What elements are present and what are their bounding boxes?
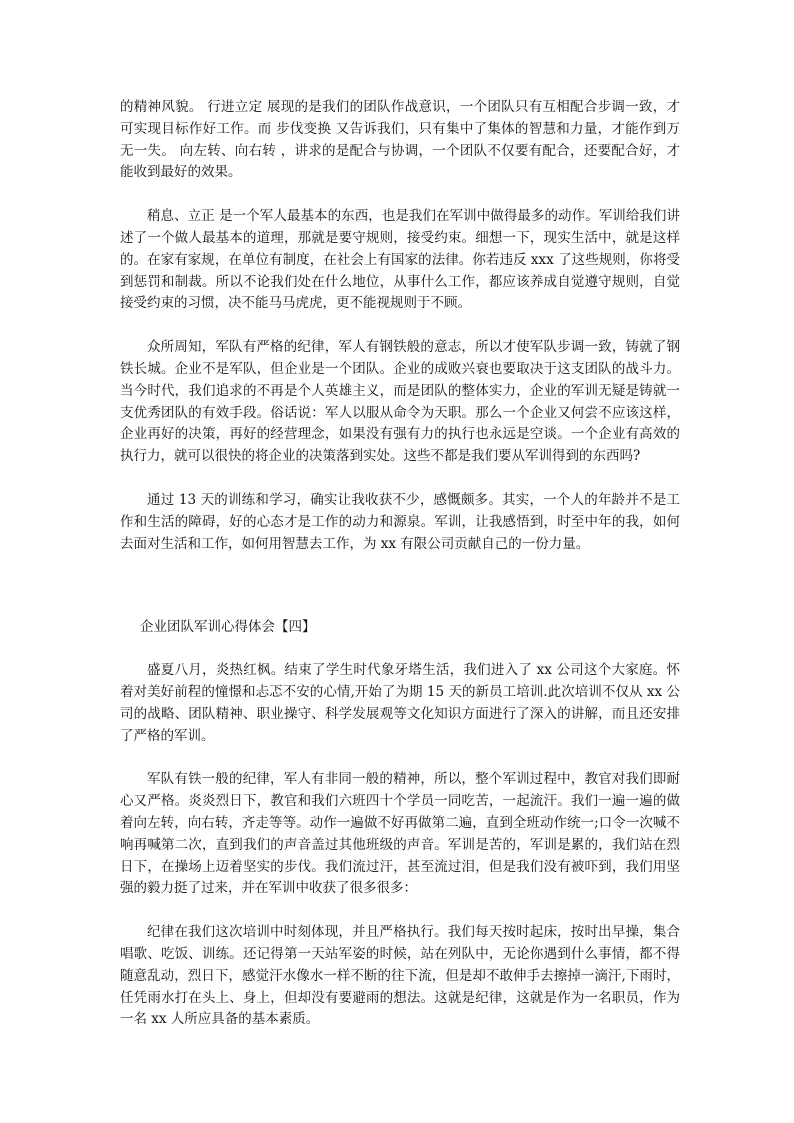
- paragraph-4: 通过 13 天的训练和学习，确实让我收获不少，感慨颇多。其实，一个人的年龄并不是工作和生活的障碍，好的心态才是工作的动力和源泉。军训，让我感悟到，时至中年的我，如何去面对生活和工作，如何用智慧去工作，为 xx 有限公司贡献自己的一份力量。: [120, 491, 680, 552]
- paragraph-3: 众所周知，军队有严格的纪律，军人有钢铁般的意志，所以才使军队步调一致，铸就了钢铁长城。企业不是军队，但企业是一个团队。企业的成败兴衰也要取决于这支团队的战斗力。当今时代，我们追求的不再是个人英雄主义，而是团队的整体实力，企业的军训无疑是铸就一支优秀团队的有效手段。俗话说：军人以服从命令为天职。那么一个企业又何尝不应该这样，企业再好的决策，再好的经营理念，如果没有强有力的执行也永远是空谈。一个企业有高效的执行力，就可以很快的将企业的决策落到实处。这些不都是我们要从军训得到的东西吗?: [120, 339, 680, 465]
- paragraph-6: 军队有铁一般的纪律，军人有非同一般的精神，所以，整个军训过程中，教官对我们即耐心又严格。炎炎烈日下，教官和我们六班四十个学员一同吃苦，一起流汗。我们一遍一遍的做着向左转，向右转，齐走等等。动作一遍做不好再做第二遍，直到全班动作统一;口令一次喊不响再喊第二次，直到我们的声音盖过其他班级的声音。军训是苦的，军训是累的，我们站在烈日下，在操场上迈着坚实的步伐。我们流过汗，甚至流过泪，但是我们没有被吓到，我们用坚强的毅力挺了过来，并在军训中收获了很多很多：: [120, 771, 680, 897]
- paragraph-5: 盛夏八月，炎热红枫。结束了学生时代象牙塔生活，我们进入了 xx 公司这个大家庭。怀着对美好前程的憧憬和忐忑不安的心情,开始了为期 15 天的新员工培训.此次培训不仅从 xx 公司的战略、团队精神、职业操守、科学发展观等文化知识方面进行了深入的讲解，而且还安排了严格的军训。: [120, 662, 680, 744]
- document-page: [120, 97, 680, 1053]
- section-heading: 企业团队军训心得体会【四】: [140, 619, 316, 636]
- paragraph-2: 稍息、立正 是一个军人最基本的东西，也是我们在军训中做得最多的动作。军训给我们讲述了一个做人最基本的道理，那就是要守规则，接受约束。细想一下，现实生活中，就是这样的。在家有家规，在单位有制度，在社会上有国家的法律。你若违反 xxx 了这些规则，你将受到惩罚和制裁。所以不论我们处在什么地位，从事什么工作，都应该养成自觉遵守规则，自觉接受约束的习惯，决不能马马虎虎，更不能视规则于不顾。: [120, 208, 680, 312]
- paragraph-1: 的精神风貌。 行进立定 展现的是我们的团队作战意识，一个团队只有互相配合步调一致，才可实现目标作好工作。而 步伐变换 又告诉我们，只有集中了集体的智慧和力量，才能作到万无一失。 向左转、向右转 ，讲求的是配合与协调，一个团队不仅要有配合，还要配合好，才能收到最好的效果。: [120, 99, 680, 181]
- paragraph-7: 纪律在我们这次培训中时刻体现，并且严格执行。我们每天按时起床，按时出早操，集合唱歌、吃饭、训练。还记得第一天站军姿的时候，站在列队中，无论你遇到什么事情，都不得随意乱动，烈日下，感觉汗水像水一样不断的往下流，但是却不敢伸手去擦掉一滴汗,下雨时，任凭雨水打在头上、身上，但却没有要避雨的想法。这就是纪律，这就是作为一名职员，作为一名 xx 人所应具备的基本素质。: [120, 924, 680, 1028]
